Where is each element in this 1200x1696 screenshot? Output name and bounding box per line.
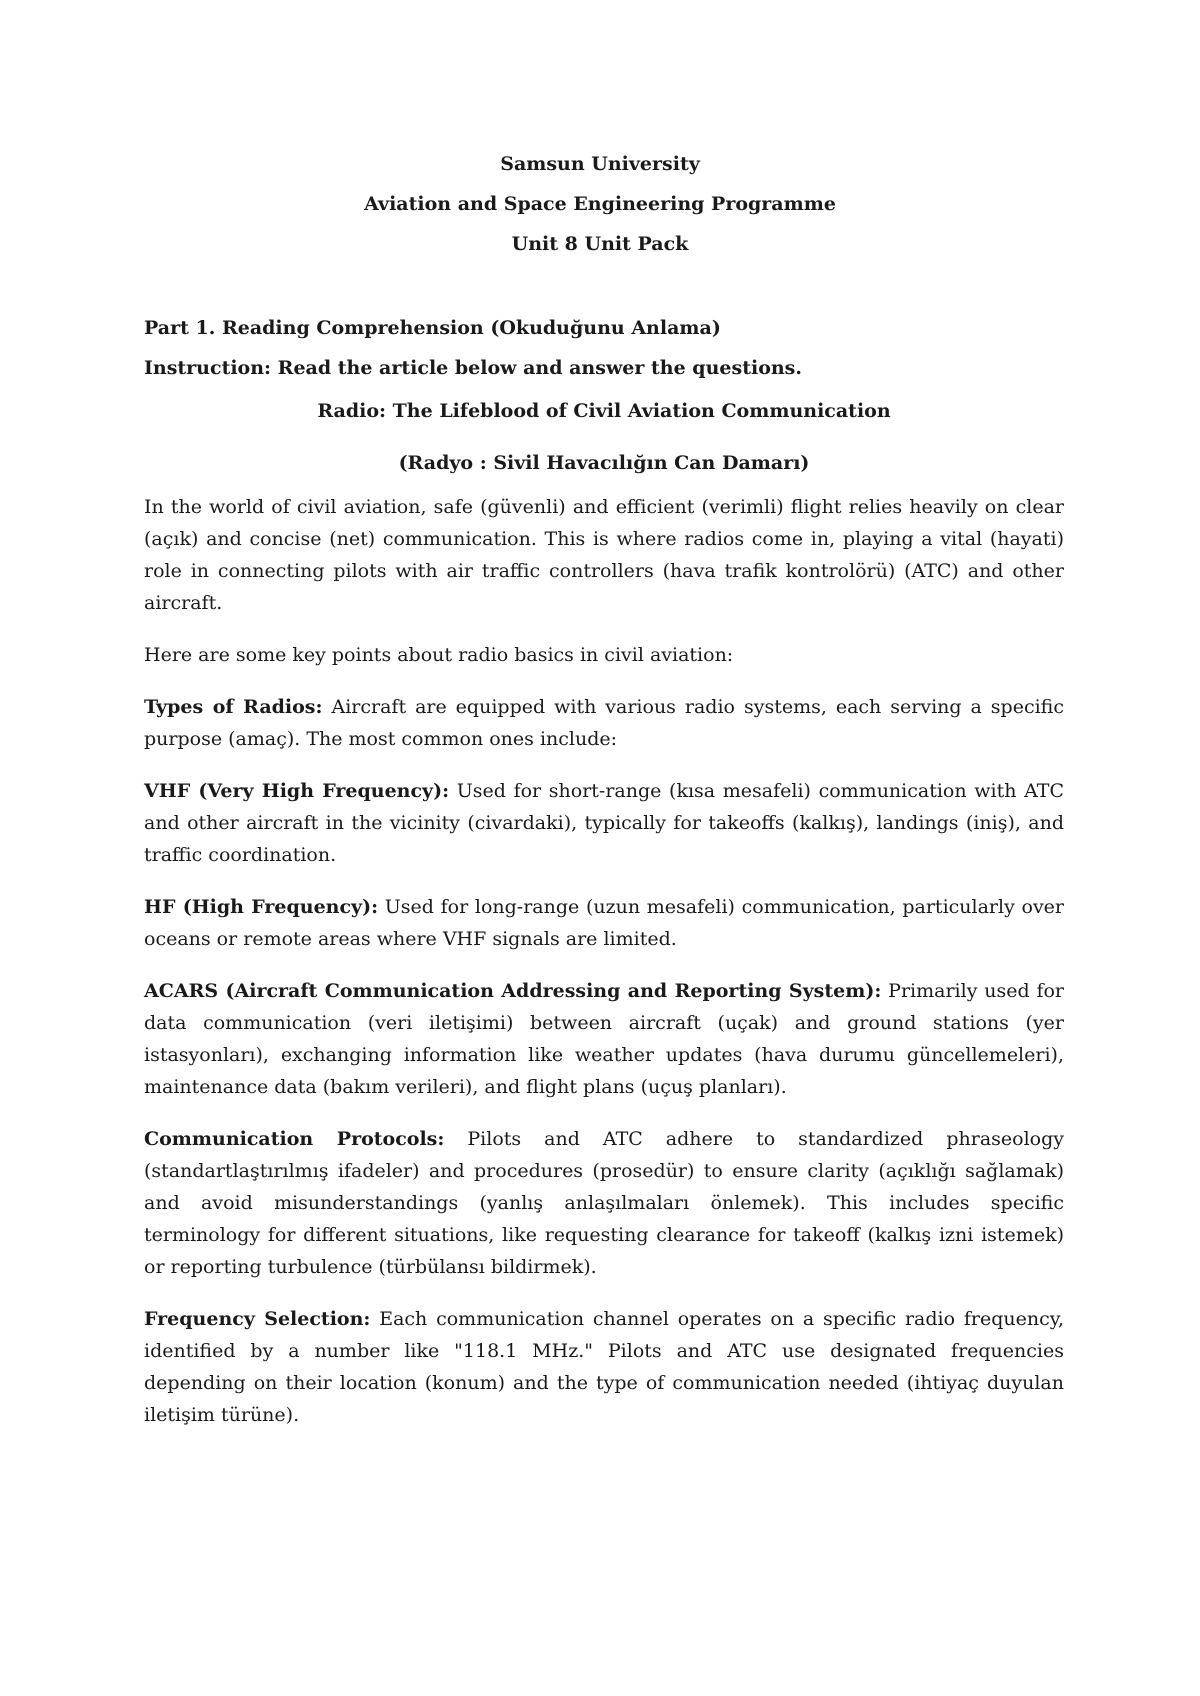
section-types-of-radios — [144, 691, 1064, 755]
section-term: ACARS (Aircraft Communication Addressing and Reporting System): — [144, 980, 882, 1002]
section-frequency-selection — [144, 1303, 1064, 1431]
keypoints-intro: Here are some key points about radio basics in civil aviation: — [144, 644, 734, 666]
section-term: Types of Radios: — [144, 696, 323, 718]
intro-paragraph: In the world of civil aviation, safe (güvenli) and efficient (verimli) flight relies heavily on clear (açık) and concise (net) communication. This is where radios come in, playing a vital (hayati) role in connecting pilots with air traffic controllers (hava trafik kontrolörü) (ATC) and other aircraft. — [144, 496, 1064, 614]
instruction: Instruction: Read the article below and answer the questions. — [144, 357, 802, 379]
section-text: Pilots and ATC adhere to standardized phraseology (standartlaştırılmış ifadeler) and procedures (prosedür) to ensure clarity (açıklığı sağlamak) and avoid misunderstandings (yanlış anlaşılmaları önlemek). This includes specific terminology for different situations, like requesting clearance for takeoff (kalkış izni istemek) or reporting turbulence (türbülansı bildirmek). — [144, 1128, 1064, 1278]
section-communication-protocols — [144, 1123, 1064, 1283]
programme-name: Aviation and Space Engineering Programme — [364, 193, 836, 215]
section-text: Used for long-range (uzun mesafeli) communication, particularly over oceans or remote areas where VHF signals are limited. — [144, 896, 1065, 950]
section-term: HF (High Frequency): — [144, 896, 379, 918]
part-title: Part 1. Reading Comprehension (Okuduğunu Anlama) — [144, 317, 721, 339]
document-body — [144, 308, 1064, 1451]
section-text: Each communication channel operates on a specific radio frequency, identified by a number like "118.1 MHz." Pilots and ATC use designated frequencies depending on their location (konum) and the type of communication needed (ihtiyaç duyulan iletişim türüne). — [144, 1308, 1064, 1426]
unit-title: Unit 8 Unit Pack — [511, 233, 689, 255]
section-acars — [144, 975, 1064, 1103]
university-name: Samsun University — [500, 153, 700, 175]
section-term: VHF (Very High Frequency): — [144, 780, 450, 802]
section-text: Aircraft are equipped with various radio systems, each serving a specific purpose (amaç). The most common ones include: — [144, 696, 1065, 750]
section-text: Primarily used for data communication (veri iletişimi) between aircraft (uçak) and ground stations (yer istasyonları), exchanging information like weather updates (hava durumu güncellemeleri), maintenance data (bakım verileri), and flight plans (uçuş planları). — [144, 980, 1065, 1098]
section-text: Used for short-range (kısa mesafeli) communication with ATC and other aircraft in the vicinity (civardaki), typically for takeoffs (kalkış), landings (iniş), and traffic coordination. — [144, 780, 1064, 866]
article-subtitle: (Radyo : Sivil Havacılığın Can Damarı) — [398, 452, 810, 474]
article-title: Radio: The Lifeblood of Civil Aviation Communication — [317, 400, 891, 422]
section-term: Frequency Selection: — [144, 1308, 371, 1330]
section-vhf — [144, 775, 1064, 871]
section-hf — [144, 891, 1064, 955]
document-header — [0, 144, 1200, 264]
section-term: Communication Protocols: — [144, 1128, 445, 1150]
